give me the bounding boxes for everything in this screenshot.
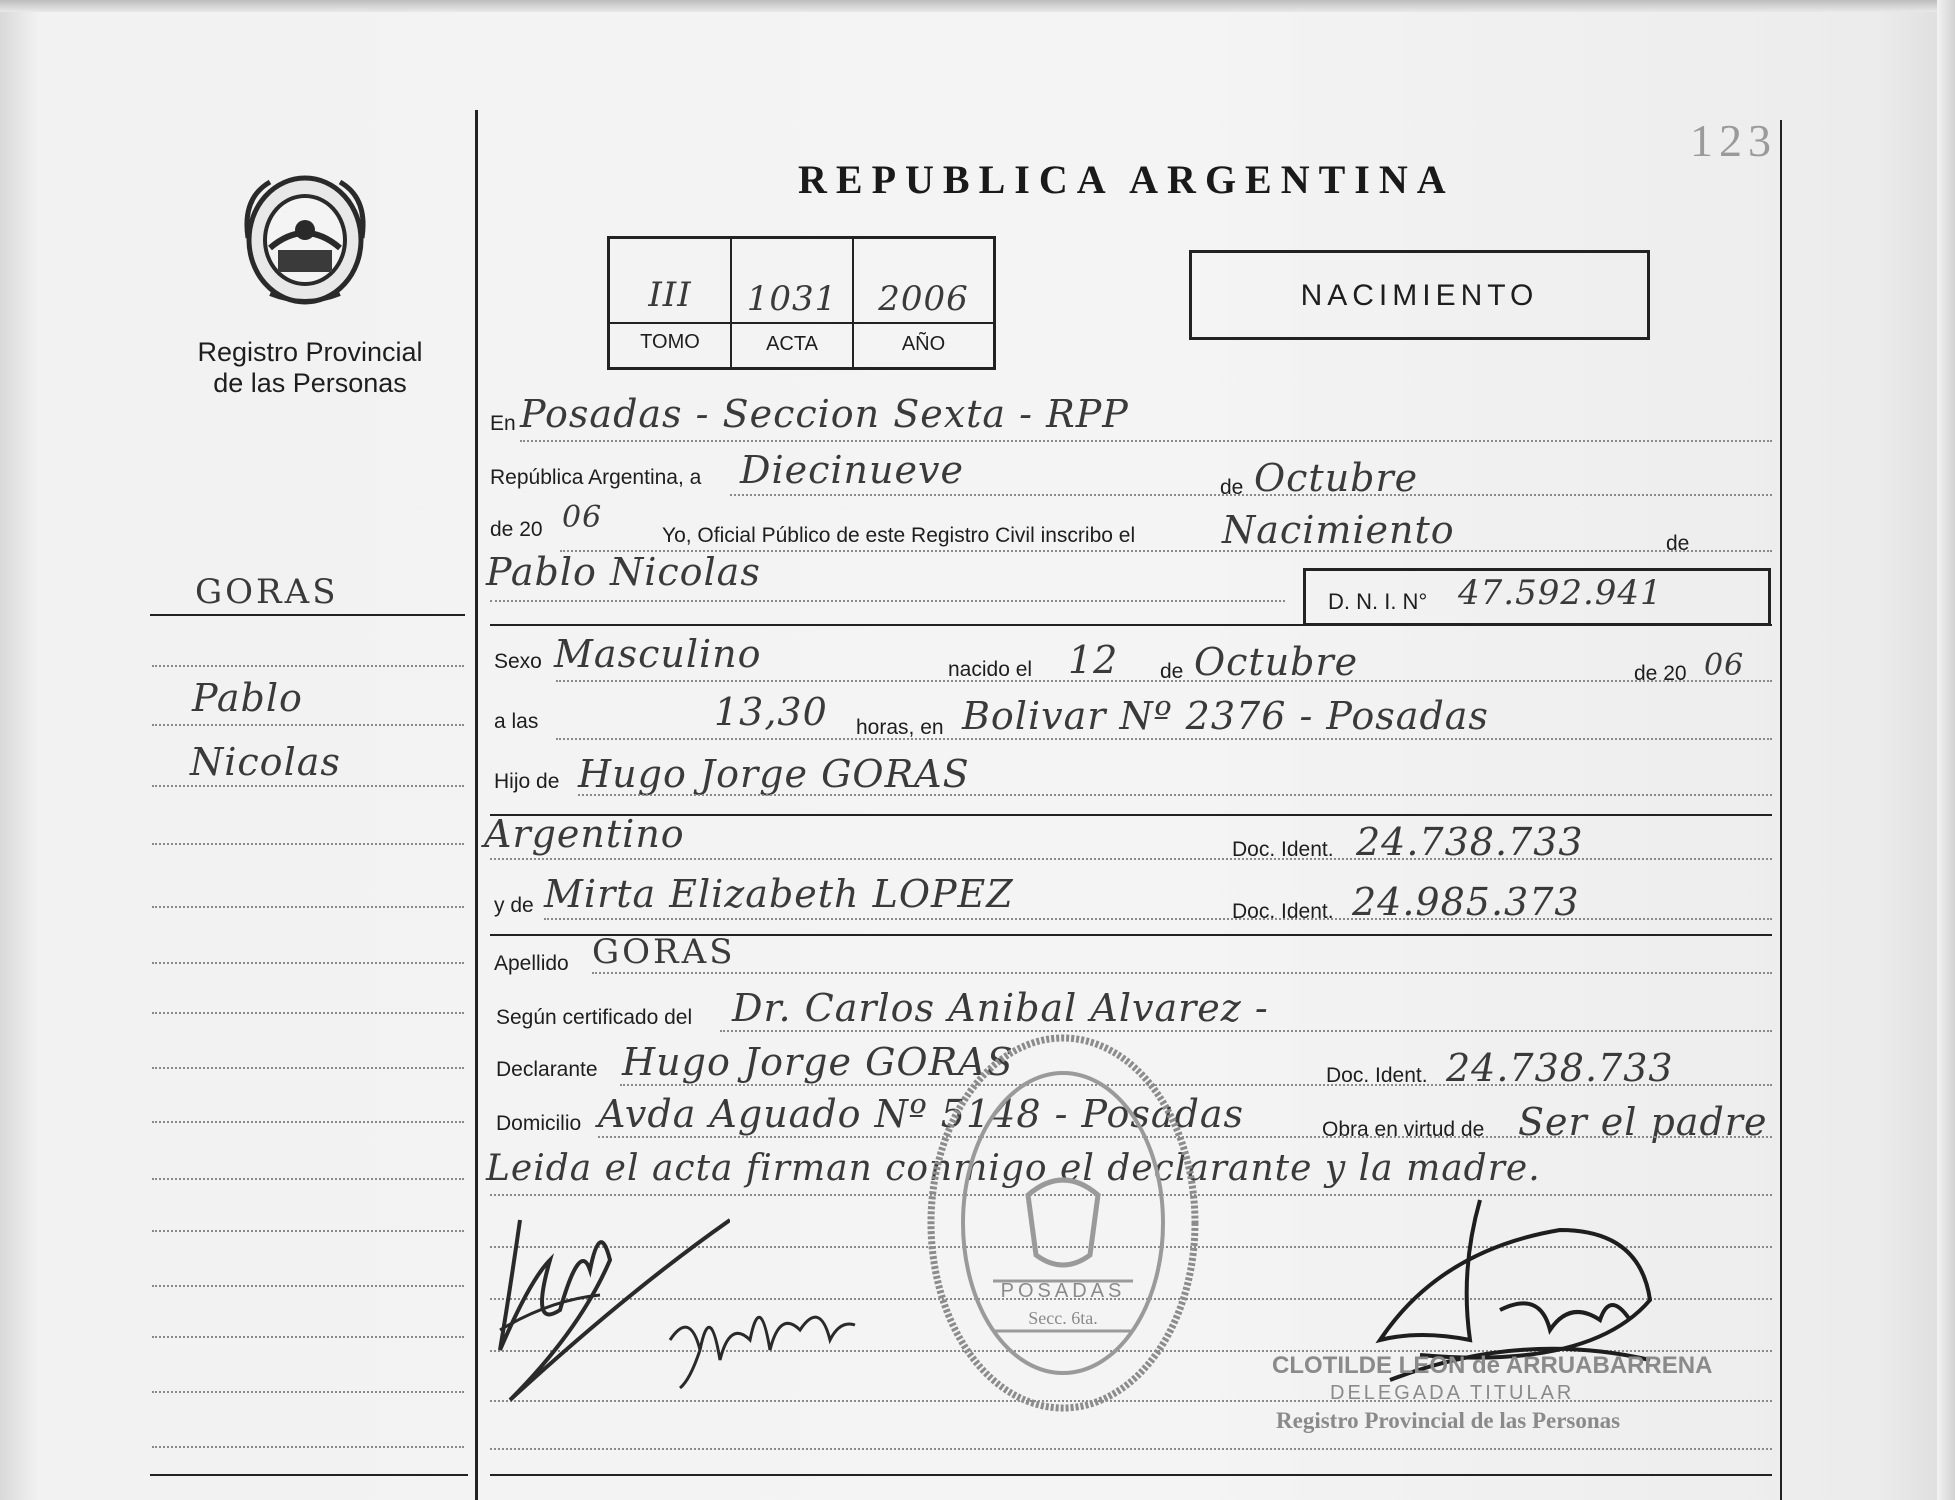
de-month-label: de [1220, 476, 1244, 499]
form-dotted-line [520, 440, 1772, 442]
margin-surname: GORAS [195, 572, 339, 612]
mother-doc-label: Doc. Ident. [1232, 900, 1334, 923]
declarante-doc-label: Doc. Ident. [1326, 1064, 1428, 1087]
seal-section: Secc. 6ta. [1028, 1308, 1098, 1328]
apellido-value: GORAS [592, 932, 736, 972]
margin-dotted-line [152, 1121, 464, 1123]
margin-dotted-line [152, 1012, 464, 1014]
doctor-value: Dr. Carlos Anibal Alvarez - [732, 986, 1269, 1030]
a-las-label: a las [494, 710, 539, 733]
dni-value: 47.592.941 [1458, 573, 1663, 613]
form-bottom-rule [490, 1474, 1772, 1476]
margin-dotted-line [152, 962, 464, 964]
margin-dotted-line [152, 1285, 464, 1287]
registry-name-line2: de las Personas [213, 368, 407, 398]
registration-box [607, 236, 996, 370]
margin-dotted-line [152, 1067, 464, 1069]
margin-dotted-line [152, 1446, 464, 1448]
form-dotted-line [556, 680, 1772, 682]
birth-time-value: 13,30 [714, 690, 828, 734]
country-title: REPUBLICA ARGENTINA [798, 157, 1455, 202]
nacido-label: nacido el [948, 658, 1033, 681]
page-top-edge [0, 0, 1955, 12]
closing-text: Leida el acta firman conmigo el declarante y la madre. [486, 1148, 1541, 1189]
margin-dotted-line [152, 843, 464, 845]
obra-label: Obra en virtud de [1322, 1118, 1485, 1141]
record-type-label: NACIMIENTO [1300, 279, 1539, 312]
de-label-2: de [1666, 532, 1690, 555]
record-type-box [1189, 250, 1650, 340]
form-dotted-line [578, 794, 1772, 796]
margin-dotted-line [152, 906, 464, 908]
mother-signature [660, 1280, 860, 1390]
official-registry: Registro Provincial de las Personas [1276, 1408, 1621, 1433]
official-title: DELEGADA TITULAR [1330, 1382, 1575, 1404]
month-value: Octubre [1254, 456, 1419, 500]
sexo-value: Masculino [554, 632, 762, 676]
form-dotted-line [544, 918, 1772, 920]
ano-value: 2006 [878, 279, 969, 319]
mother-name-value: Mirta Elizabeth LOPEZ [544, 872, 1014, 916]
margin-first-name: Pablo [192, 676, 303, 720]
domicilio-label: Domicilio [496, 1112, 582, 1135]
registration-box-divider [610, 322, 993, 324]
margin-dotted-line [152, 1178, 464, 1180]
form-dotted-line [720, 1030, 1772, 1032]
official-round-seal [918, 1025, 1208, 1420]
form-dotted-line [730, 494, 1772, 496]
acta-label: ACTA [766, 333, 818, 355]
acta-value: 1031 [746, 279, 838, 319]
father-nationality-value: Argentino [484, 812, 685, 856]
form-dotted-line [490, 1448, 1772, 1450]
year-prefix-label: de 20 [490, 518, 543, 541]
right-border-line [1780, 120, 1782, 1500]
declarante-label: Declarante [496, 1058, 598, 1081]
republica-label: República Argentina, a [490, 466, 702, 489]
ano-label: AÑO [901, 333, 946, 355]
page-right-edge [1937, 0, 1955, 1500]
de-label-3: de [1160, 660, 1184, 683]
birth-month-value: Octubre [1194, 640, 1359, 684]
day-words-value: Diecinueve [740, 448, 964, 492]
margin-bottom-rule [150, 1474, 468, 1476]
margin-dotted-line [152, 1391, 464, 1393]
form-dotted-line [490, 600, 1285, 602]
tomo-label: TOMO [640, 331, 700, 353]
dni-box [1303, 568, 1771, 626]
certificado-label: Según certificado del [496, 1006, 693, 1029]
officer-statement: Yo, Oficial Público de este Registro Civil inscribo el [662, 524, 1136, 547]
birth-day-value: 12 [1068, 638, 1119, 682]
declarante-name-value: Hugo Jorge GORAS [622, 1040, 1014, 1084]
margin-dotted-line [152, 665, 464, 667]
obra-value: Ser el padre [1518, 1100, 1768, 1144]
hijo-label: Hijo de [494, 770, 560, 793]
dni-label: D. N. I. N° [1328, 589, 1428, 614]
father-doc-value: 24.738.733 [1356, 820, 1584, 864]
margin-dotted-line [152, 724, 464, 726]
en-label: En [490, 412, 516, 435]
father-doc-label: Doc. Ident. [1232, 838, 1334, 861]
registry-name-line1: Registro Provincial [197, 337, 423, 367]
margin-dotted-line [152, 1230, 464, 1232]
inscription-type-value: Nacimiento [1222, 508, 1455, 552]
year-suffix-value: 06 [562, 500, 603, 535]
provincial-seal-emblem [240, 168, 370, 308]
seal-city: POSADAS [1000, 1280, 1126, 1302]
birth-place-value: Bolivar Nº 2376 - Posadas [962, 694, 1489, 738]
birth-year-prefix: de 20 [1634, 662, 1687, 685]
declarante-doc-value: 24.738.733 [1446, 1046, 1674, 1090]
apellido-label: Apellido [494, 952, 569, 975]
form-rule [490, 624, 1772, 626]
margin-rule-1 [150, 614, 465, 616]
place-value: Posadas - Seccion Sexta - RPP [520, 392, 1129, 436]
official-name: CLOTILDE LEON de ARRUABARRENA [1272, 1352, 1713, 1379]
margin-dotted-line [152, 1336, 464, 1338]
form-dotted-line [490, 858, 1772, 860]
y-de-label: y de [494, 894, 534, 917]
horas-label: horas, en [856, 716, 944, 739]
folio-number: 123 [1690, 115, 1777, 166]
sexo-label: Sexo [494, 650, 542, 673]
margin-middle-name: Nicolas [190, 740, 341, 784]
father-name-value: Hugo Jorge GORAS [578, 752, 970, 796]
tomo-value: III [648, 275, 692, 315]
mother-doc-value: 24.985.373 [1352, 880, 1580, 924]
form-dotted-line [592, 972, 1772, 974]
domicilio-value: Avda Aguado Nº 5148 - Posadas [598, 1092, 1245, 1136]
birth-year-suffix: 06 [1704, 648, 1745, 683]
left-column-divider [475, 110, 478, 1500]
child-name-value: Pablo Nicolas [486, 550, 761, 594]
margin-dotted-line [152, 785, 464, 787]
form-dotted-line [556, 738, 1772, 740]
